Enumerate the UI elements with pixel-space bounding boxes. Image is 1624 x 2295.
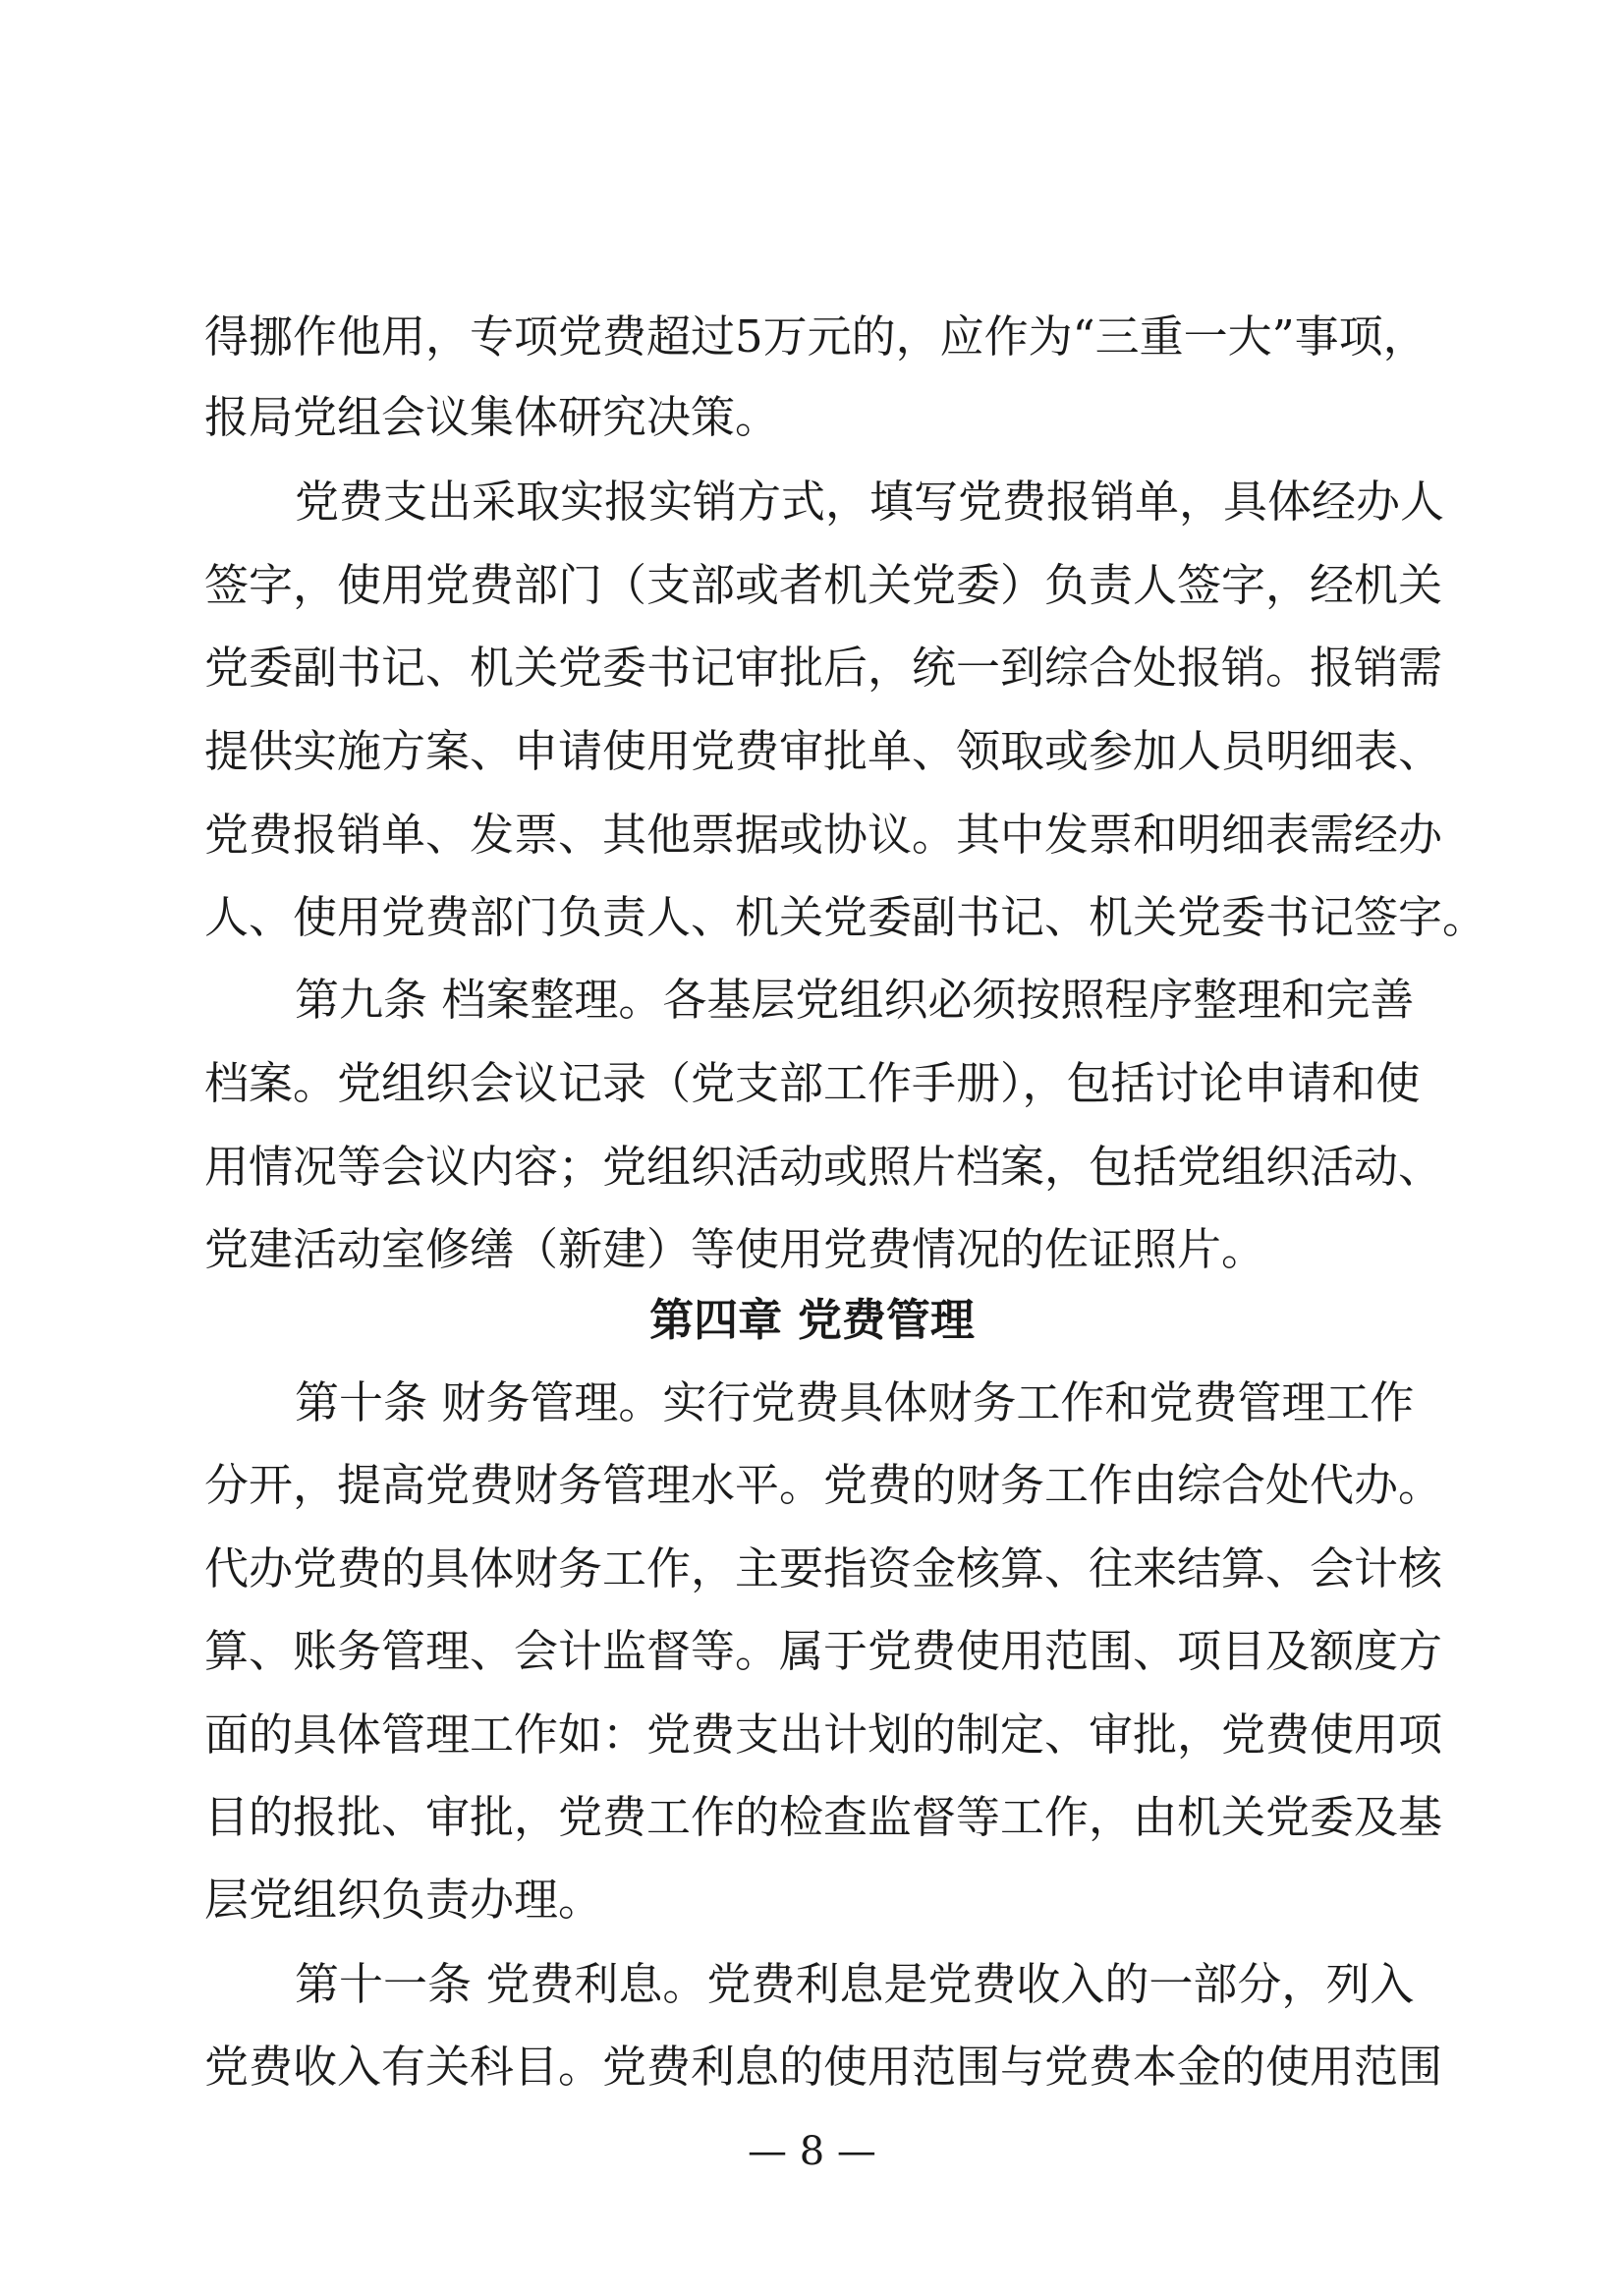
paragraph-2-line-3: 党委副书记、机关党委书记审批后，统一到综合处报销。报销需	[204, 642, 1443, 694]
article-9-line-2: 档案。党组织会议记录（党支部工作手册），包括讨论申请和使	[204, 1057, 1421, 1109]
article-10-line-7: 层党组织负责办理。	[204, 1874, 603, 1926]
article-11-text: 党费利息。党费利息是党费收入的一部分，列入	[485, 1958, 1415, 2010]
paragraph-2-line-2: 签字，使用党费部门（支部或者机关党委）负责人签字，经机关	[204, 559, 1443, 611]
article-10-line-6: 目的报批、审批，党费工作的检查监督等工作，由机关党委及基	[204, 1791, 1443, 1843]
paragraph-2-line-4: 提供实施方案、申请使用党费审批单、领取或参加人员明细表、	[204, 725, 1443, 777]
paragraph-2-line-6: 人、使用党费部门负责人、机关党委副书记、机关党委书记签字。	[204, 891, 1487, 943]
article-10-line-5: 面的具体管理工作如：党费支出计划的制定、审批，党费使用项	[204, 1708, 1443, 1761]
article-11-line-1	[295, 1957, 1414, 2012]
article-10-line-3: 代办党费的具体财务工作，主要指资金核算、往来结算、会计核	[204, 1542, 1443, 1595]
article-10-label: 第十条	[295, 1376, 428, 1428]
article-9-label: 第九条	[295, 974, 428, 1026]
article-9-text: 档案整理。各基层党组织必须按照程序整理和完善	[441, 974, 1415, 1026]
paragraph-2-line-1: 党费支出采取实报实销方式，填写党费报销单，具体经办人	[295, 476, 1445, 528]
paragraph-1-line-2: 报局党组会议集体研究决策。	[204, 391, 780, 443]
page-number: — 8 —	[748, 2129, 876, 2174]
article-9-line-1	[295, 973, 1414, 1028]
article-9-line-3: 用情况等会议内容；党组织活动或照片档案，包括党组织活动、	[204, 1141, 1443, 1193]
article-11-line-2: 党费收入有关科目。党费利息的使用范围与党费本金的使用范围	[204, 2041, 1443, 2093]
article-11-label: 第十一条	[295, 1958, 473, 2010]
article-10-line-4: 算、账务管理、会计监督等。属于党费使用范围、项目及额度方	[204, 1625, 1443, 1677]
article-10-line-2: 分开，提高党费财务管理水平。党费的财务工作由综合处代办。	[204, 1459, 1443, 1511]
article-10-text: 财务管理。实行党费具体财务工作和党费管理工作	[441, 1376, 1415, 1428]
article-10-line-1	[295, 1375, 1414, 1430]
article-9-line-4: 党建活动室修缮（新建）等使用党费情况的佐证照片。	[204, 1223, 1266, 1275]
paragraph-2-line-5: 党费报销单、发票、其他票据或协议。其中发票和明细表需经办	[204, 809, 1443, 861]
paragraph-1-line-1: 得挪作他用，专项党费超过5万元的，应作为“三重一大”事项，	[204, 310, 1428, 363]
chapter-heading: 第四章 党费管理	[649, 1294, 975, 1346]
